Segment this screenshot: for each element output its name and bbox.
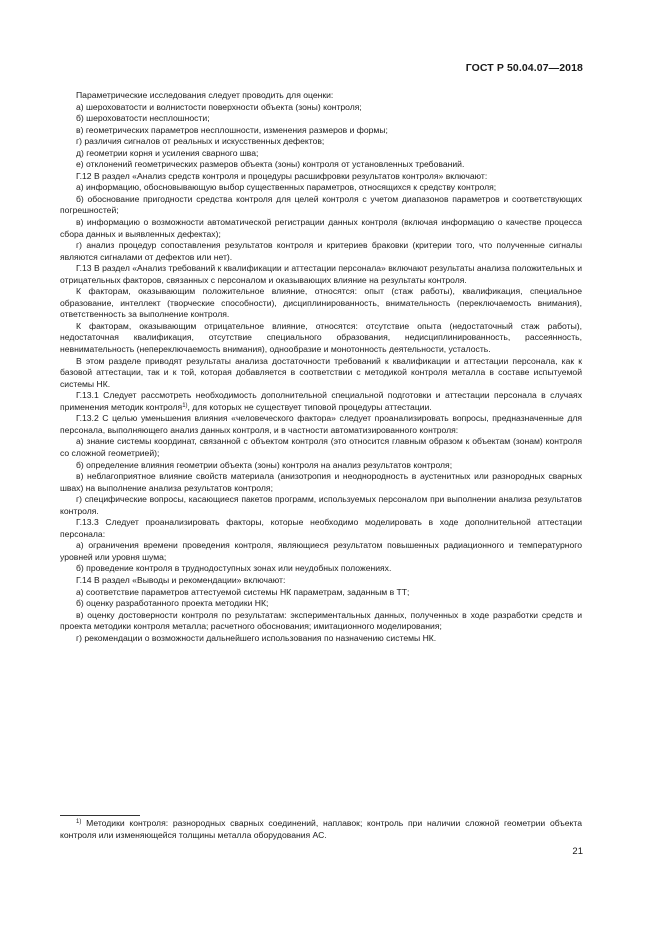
footnote-reference[interactable]: 1) — [182, 402, 188, 409]
list-item: б) шероховатости несплошности; — [76, 113, 210, 124]
paragraph: Г.12 В раздел «Анализ средств контроля и процедуры расшифровки результатов контроля» включают: — [76, 170, 488, 181]
document-code: ГОСТ Р 50.04.07—2018 — [465, 62, 583, 74]
paragraph: К факторам, оказывающим отрицательное влияние, относятся: отсутствие опыта (недостаточный стаж работы), недостаточная квалификация, отсутствие специального образования, недисциплинированность, рассеянность, невнимательность (непереключаемость внимания), однообразие и монотонность деятельности, усталость. — [60, 320, 582, 355]
main-text — [60, 90, 582, 644]
paragraph-text-tail: , для которых не существует типовой процедуры аттестации. — [187, 401, 432, 412]
list-item: а) соответствие параметров аттестуемой системы НК параметрам, заданным в ТТ; — [76, 586, 410, 597]
paragraph-with-footnote — [60, 390, 582, 413]
list-item: в) оценку достоверности контроля по результатам: экспериментальных данных, полученных в ходе разработки средств и проекта методики контроля металла; расчетного обоснования; имитационного моделирования; — [60, 609, 582, 632]
paragraph: Г.13.2 С целью уменьшения влияния «человеческого фактора» следует проанализировать вопросы, предназначенные для персонала, выполняющего анализ данных контроля, и в частности автоматизированного контроля: — [60, 413, 582, 435]
list-item: г) специфические вопросы, касающиеся пакетов программ, используемых персоналом при выполнении анализа результатов контроля. — [60, 494, 582, 516]
list-item: а) шероховатости и волнистости поверхности объекта (зоны) контроля; — [76, 101, 362, 112]
list-item: в) неблагоприятное влияние свойств материала (анизотропия и неоднородность в аустенитных или разнородных сварных швах) на выполнение анализа результатов контроля; — [60, 471, 582, 493]
list-item: б) определение влияния геометрии объекта (зоны) контроля на анализ результатов контроля; — [76, 459, 453, 470]
list-item: д) геометрии корня и усиления сварного шва; — [76, 147, 259, 158]
list-item: а) ограничения времени проведения контроля, являющиеся результатом повышенных радиационного и температурного уровней или уровня шума; — [60, 540, 582, 562]
list-item: б) оценку разработанного проекта методики НК; — [76, 598, 269, 609]
page-number: 21 — [572, 846, 583, 857]
paragraph-text: Г.13.1 Следует рассмотреть необходимость дополнительной специальной подготовки и аттестации персонала в случаях применения методик контроля — [60, 390, 582, 412]
paragraph: Г.13.3 Следует проанализировать факторы, которые необходимо моделировать в ходе дополнительной аттестации персонала: — [60, 517, 582, 539]
paragraph: Параметрические исследования следует проводить для оценки: — [76, 90, 334, 100]
list-item: в) геометрических параметров несплошности, изменения размеров и формы; — [76, 124, 388, 135]
list-item: г) различия сигналов от реальных и искусственных дефектов; — [76, 136, 325, 147]
footnote-mark: 1) — [76, 819, 82, 825]
paragraph: Г.14 В раздел «Выводы и рекомендации» включают: — [76, 574, 286, 585]
list-item: а) информацию, обосновывающую выбор существенных параметров, относящихся к средству контроля; — [76, 182, 497, 193]
list-item: а) знание системы координат, связанной с объектом контроля (это относится главным образом к объектам (зонам) контроля со сложной геометрией); — [60, 436, 582, 458]
footnote-paragraph — [60, 818, 582, 841]
paragraph: Г.13 В раздел «Анализ требований к квалификации и аттестации персонала» включают результаты анализа положительных и отрицательных факторов, связанных с персоналом и оказывающих влияние на результаты контроля. — [60, 263, 582, 285]
list-item: в) информацию о возможности автоматической регистрации данных контроля (включая информацию о качестве процесса сбора данных и выявленных дефектах); — [60, 217, 582, 239]
paragraph: К факторам, оказывающим положительное влияние, относятся: опыт (стаж работы), квалификация, специальное образование, интеллект (творческие способности), дисциплинированность, внимательность (переключаемость внимания), ответственность за выполнение контроля. — [60, 286, 582, 320]
list-item: е) отклонений геометрических размеров объекта (зоны) контроля от установленных требований. — [76, 159, 465, 170]
footnote-divider — [60, 815, 140, 816]
footnote — [60, 818, 582, 841]
list-item: б) обоснование пригодности средства контроля для целей контроля с учетом диапазонов параметров и соответствующих погрешностей; — [60, 193, 582, 216]
list-item: г) рекомендации о возможности дальнейшего использования по назначению системы НК. — [76, 632, 437, 643]
footnote-text: Методики контроля: разнородных сварных соединений, наплавок; контроль при наличии сложной геометрии объекта контроля или изменяющейся толщины металла оборудования АС. — [60, 818, 582, 840]
list-item: б) проведение контроля в труднодоступных зонах или неудобных положениях. — [76, 563, 392, 574]
list-item: г) анализ процедур сопоставления результатов контроля и критериев браковки (критерии того, что полученные сигналы являются сигналами от дефектов или нет). — [60, 240, 582, 262]
paragraph: В этом разделе приводят результаты анализа достаточности требований к квалификации и аттестации персонала, как к базовой аттестации, так и к той, которая добавляется в соответствии с методикой контроля металла в составе испытуемой системы НК. — [60, 355, 582, 389]
